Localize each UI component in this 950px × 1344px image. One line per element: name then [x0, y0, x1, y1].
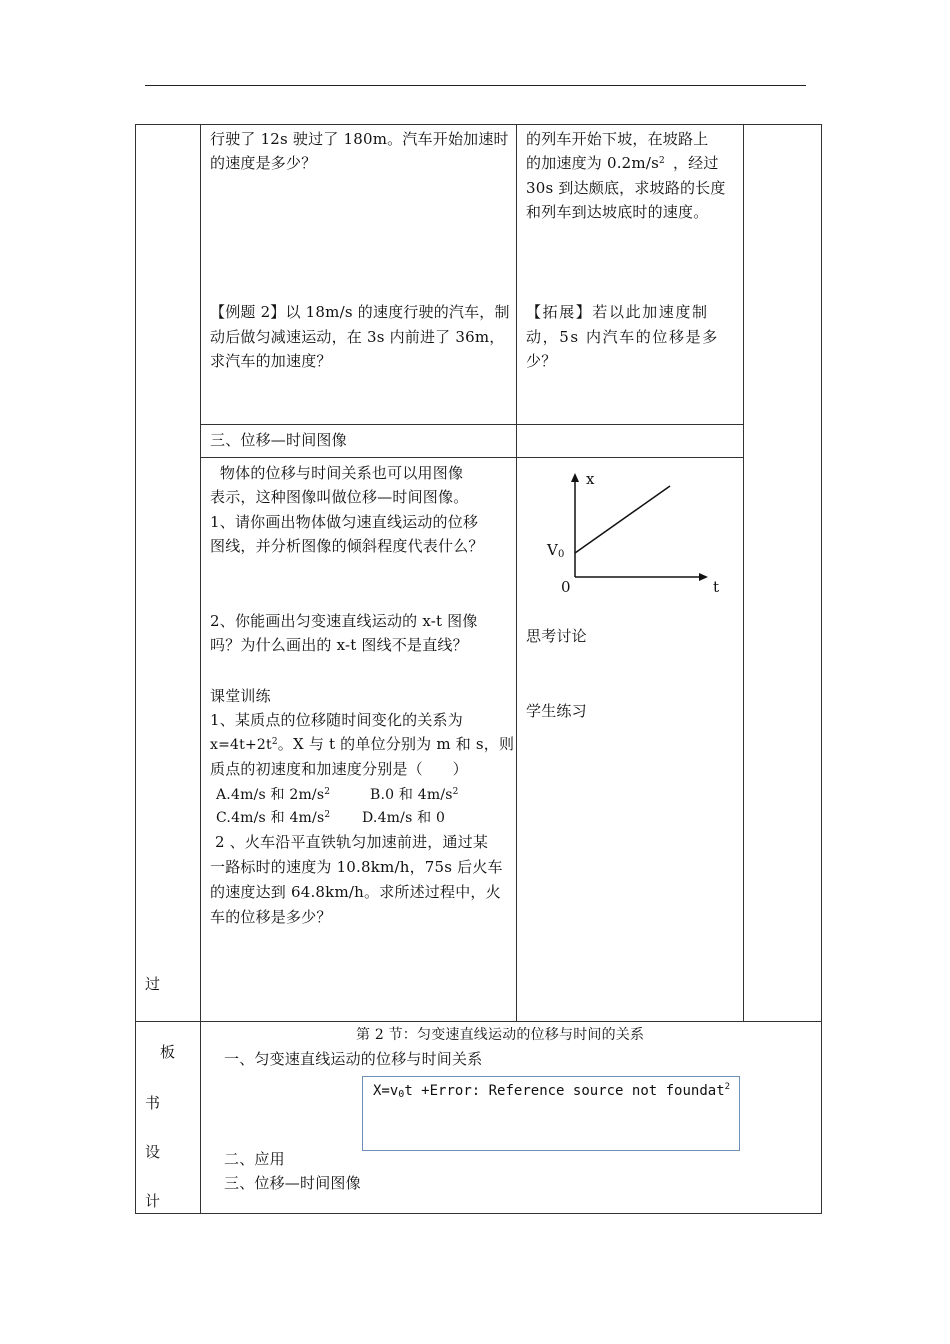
exercise-q2-line-4: 车的位移是多少？ — [210, 908, 332, 926]
row-divider-1 — [200, 424, 744, 425]
question2-line-1: 2、你能画出匀变速直线运动的 x-t 图像 — [210, 612, 478, 630]
board-label-1: 板 — [160, 1043, 176, 1061]
section3-heading: 三、位移—时间图像 — [210, 431, 347, 449]
graph-intro-line-2: 表示，这种图像叫做位移—时间图像。 — [210, 488, 469, 506]
origin-label: 0 — [561, 578, 571, 596]
board-label-2: 书 — [145, 1094, 161, 1112]
train-problem-line-1: 的列车开始下坡，在坡路上 — [526, 130, 709, 148]
example2-line-2: 动后做匀减速运动，在 3s 内前进了 36m， — [210, 328, 505, 346]
y-axis-arrow — [571, 473, 579, 482]
row-divider-3 — [135, 1021, 822, 1022]
problem-continuation-line-1: 行驶了 12s 驶过了 180m。汽车开始加速时 — [210, 130, 509, 148]
exercise-q2-line-3: 的速度达到 64.8km/h。求所述过程中，火 — [210, 883, 501, 901]
question2-line-2: 吗？为什么画出的 x-t 图线不是直线？ — [210, 636, 468, 654]
train-problem-line-2: 的加速度为 $0.2m/s^2$ ，经过 — [526, 154, 719, 172]
plot-line — [575, 486, 670, 553]
board-label-4: 计 — [145, 1192, 161, 1210]
header-rule — [145, 85, 806, 86]
option-d: D.4m/s 和 0 — [362, 810, 446, 826]
y-axis-label: x — [586, 470, 595, 488]
example2-line-1: 【例题 2】以 18m/s 的速度行驶的汽车，制 — [210, 303, 510, 321]
board-label-3: 设 — [145, 1143, 161, 1161]
problem-continuation-line-2: 的速度是多少？ — [210, 154, 317, 172]
extension-line-3: 少？ — [526, 352, 557, 370]
example2-line-3: 求汽车的加速度？ — [210, 352, 332, 370]
table-border-top — [135, 124, 822, 125]
board-title: 第 2 节：匀变速直线运动的位移与时间的关系 — [356, 1027, 645, 1043]
option-c: C.4m/s 和 $4m/s^2$ — [216, 810, 331, 826]
exercise-q1-line-3: 质点的初速度和加速度分别是（ ） — [210, 760, 468, 778]
table-border-bottom — [135, 1213, 822, 1214]
table-border-right — [821, 124, 822, 1214]
extension-line-2: 动，5s 内汽车的位移是多 — [526, 328, 719, 346]
train-problem-line-4: 和列车到达坡底时的速度。 — [526, 203, 709, 221]
exercise-q2-line-2: 一路标时的速度为 10.8km/h，75s 后火车 — [210, 858, 503, 876]
table-border-left — [135, 124, 136, 1214]
exercise-title: 课堂训练 — [210, 687, 271, 705]
column-divider-3 — [743, 124, 744, 1021]
practice-note: 学生练习 — [526, 702, 587, 720]
board-item-1: 一、匀变速直线运动的位移与时间关系 — [224, 1050, 483, 1068]
board-item-2: 二、应用 — [224, 1150, 285, 1168]
discussion-note: 思考讨论 — [526, 627, 587, 645]
board-item-3: 三、位移—时间图像 — [224, 1174, 361, 1192]
graph-intro-line-1: 物体的位移与时间关系也可以用图像 — [210, 464, 464, 482]
option-b: B.0 和 $4m/s^2$ — [370, 787, 459, 803]
process-label: 过 — [145, 975, 161, 993]
exercise-q2-line-1: 2 、火车沿平直铁轨匀加速前进，通过某 — [210, 833, 489, 851]
row-divider-2 — [200, 457, 744, 458]
v0-label: $V_0$ — [547, 541, 565, 560]
option-a: A.4m/s 和 $2m/s^2$ — [216, 787, 331, 803]
extension-line-1: 【拓展】若以此加速度制 — [526, 303, 709, 321]
graph-intro-line-4: 图线，并分析图像的倾斜程度代表什么？ — [210, 537, 484, 555]
formula-box — [362, 1076, 740, 1151]
x-axis-arrow — [699, 573, 708, 581]
x-axis-label: t — [713, 578, 720, 596]
exercise-q1-line-1: 1、某质点的位移随时间变化的关系为 — [210, 711, 463, 729]
graph-intro-line-3: 1、请你画出物体做匀速直线运动的位移 — [210, 513, 479, 531]
column-divider-2 — [516, 124, 517, 1021]
exercise-q1-line-2: $x=4t+2t^2$。X 与 t 的单位分别为 m 和 s，则 — [210, 735, 515, 753]
displacement-formula: $X=v_0t$ +Error: Reference source not foundat$^2$ — [373, 1082, 731, 1100]
column-divider-1 — [200, 124, 201, 1214]
train-problem-line-3: 30s 到达颇底，求坡路的长度 — [526, 179, 726, 197]
